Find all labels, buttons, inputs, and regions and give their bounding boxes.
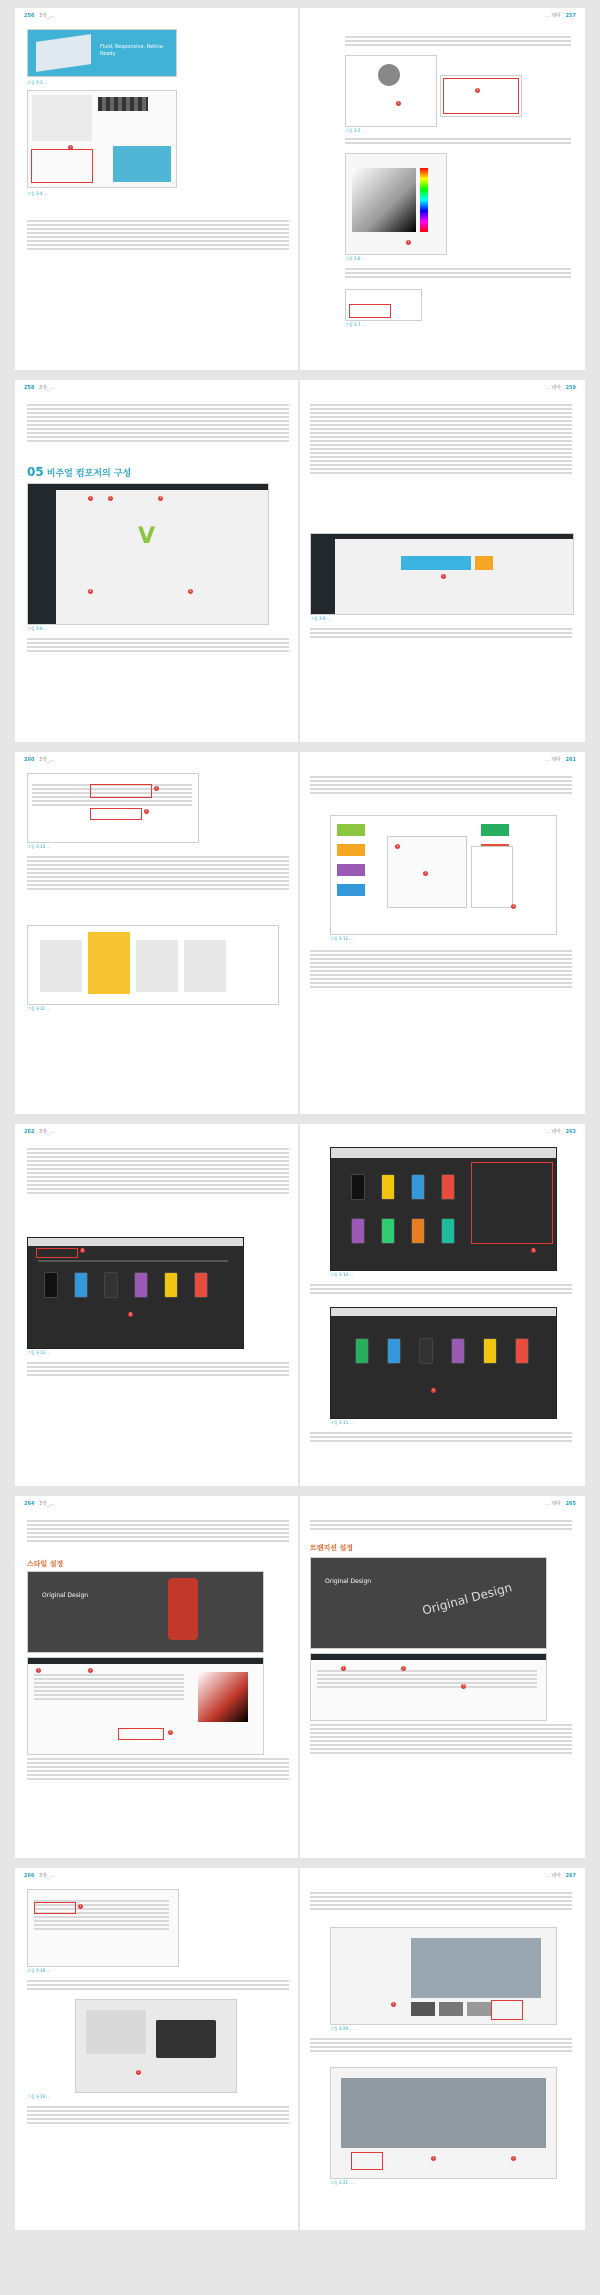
color-picker-screenshot: 1 — [345, 153, 447, 255]
animation-settings-screenshot: 1 — [27, 1889, 179, 1967]
original-design-image — [27, 1571, 264, 1653]
transition-preview-image — [310, 1557, 547, 1649]
body-text — [310, 402, 572, 476]
section-title: 비주얼 컴포저의 구성 — [46, 469, 132, 479]
body-text — [310, 1518, 572, 1532]
figure-caption: 그림 3-9 ... — [310, 616, 331, 621]
figure-caption: 그림 3-4 ... — [27, 191, 48, 196]
page-number: 263 — [565, 1129, 576, 1135]
figure-caption: 그림 3-19 ... — [27, 2094, 51, 2099]
figure-caption: 그림 3-3 ... — [27, 80, 48, 85]
figure-caption: 그림 3-10 ... — [27, 844, 51, 849]
running-header: 3장_... — [39, 757, 55, 763]
body-text — [27, 1978, 289, 1992]
page-number: 267 — [565, 1873, 576, 1879]
body-text — [310, 2036, 572, 2054]
figure-caption: 그림 3-21 ... — [330, 2180, 354, 2185]
body-text — [27, 1518, 289, 1544]
figure-caption: 그림 3-5 ... — [345, 128, 366, 133]
settings-screenshot: 1 2 — [27, 773, 199, 843]
page-number: 261 — [565, 757, 576, 763]
body-text — [310, 1890, 572, 1912]
editor-screenshot: 1 — [310, 533, 574, 615]
panel-screenshot: 2 — [440, 75, 522, 117]
body-text — [345, 34, 571, 48]
page-left — [15, 1868, 298, 2230]
body-text — [310, 1430, 572, 1444]
image-carousel-screenshot: 1 — [330, 1927, 557, 2025]
running-header: ... 테마 — [544, 1501, 561, 1507]
original-design-label: Original Design — [420, 1580, 514, 1618]
phones-gallery-screenshot: 1 2 — [27, 1237, 244, 1349]
page-right — [300, 1496, 585, 1858]
running-header: ... 테마 — [544, 13, 561, 19]
body-text — [27, 402, 289, 444]
body-text — [27, 218, 289, 252]
hero-text: Fluid, Responsive, Retina-Ready — [100, 44, 165, 57]
pricing-table-screenshot — [27, 925, 279, 1005]
element-modal-screenshot: 1 2 3 — [330, 815, 557, 935]
section-heading — [27, 465, 131, 479]
theme-hero-image — [27, 29, 177, 77]
page-right — [300, 752, 585, 1114]
marker-dot: 1 — [69, 145, 72, 149]
running-header: 3장_... — [39, 13, 55, 19]
phones-grid-screenshot: 1 — [330, 1147, 557, 1271]
figure-caption: 그림 3-15 ... — [330, 1420, 354, 1425]
page-number: 266 — [24, 1873, 35, 1879]
body-text — [27, 1146, 289, 1196]
small-screenshot — [345, 289, 422, 321]
color-picker-screenshot — [27, 90, 177, 188]
image-slider-screenshot: 1 2 — [330, 2067, 557, 2179]
page-number: 265 — [565, 1501, 576, 1507]
body-text — [27, 1756, 289, 1782]
body-text — [27, 636, 289, 654]
section-number: 05 — [27, 465, 44, 479]
page-number: 257 — [565, 13, 576, 19]
page-number: 256 — [24, 13, 35, 19]
page-left — [15, 8, 298, 370]
figure-caption: 그림 3-11 ... — [27, 1006, 51, 1011]
page-right — [300, 8, 585, 370]
body-text — [310, 1282, 572, 1296]
subsection-heading: 트랜지션 설정 — [310, 1544, 354, 1552]
subsection-heading: 스타일 설정 — [27, 1560, 64, 1568]
note-box — [345, 266, 571, 280]
laptop-preview-screenshot: 1 — [75, 1999, 237, 2093]
profile-widget-screenshot: 1 — [345, 55, 437, 127]
body-text — [27, 1360, 289, 1378]
running-header: 3장_... — [39, 1501, 55, 1507]
figure-caption: 그림 3-7 ... — [345, 322, 366, 327]
body-text — [310, 774, 572, 796]
page-left — [15, 1496, 298, 1858]
page-left — [15, 1124, 298, 1486]
figure-caption: 그림 3-20 ... — [330, 2026, 354, 2031]
running-header: ... 테마 — [544, 385, 561, 391]
style-settings-screenshot: 1 2 3 — [27, 1657, 264, 1755]
highlight-box — [31, 149, 93, 183]
page-left — [15, 380, 298, 742]
body-text — [27, 854, 289, 892]
figure-caption: 그림 3-13 ... — [27, 1350, 51, 1355]
page-number: 258 — [24, 385, 35, 391]
page-right — [300, 1868, 585, 2230]
body-text — [310, 948, 572, 990]
running-header: 3장_... — [39, 1873, 55, 1879]
original-design-label: Original Design — [42, 1592, 89, 1599]
body-text — [345, 136, 571, 146]
running-header: 3장_... — [39, 1129, 55, 1135]
running-header: 3장_... — [39, 385, 55, 391]
running-header: ... 테마 — [544, 1129, 561, 1135]
body-text — [27, 2104, 289, 2126]
visual-composer-screenshot: V 1 2 3 4 5 — [27, 483, 269, 625]
page-number: 262 — [24, 1129, 35, 1135]
running-header: ... 테마 — [544, 757, 561, 763]
transition-settings-screenshot: 1 2 3 — [310, 1653, 547, 1721]
body-text — [310, 626, 572, 640]
page-right — [300, 1124, 585, 1486]
running-header: ... 테마 — [544, 1873, 561, 1879]
body-text — [310, 1722, 572, 1756]
page-number: 264 — [24, 1501, 35, 1507]
figure-caption: 그림 3-6 ... — [345, 256, 366, 261]
figure-caption: 그림 3-8 ... — [27, 626, 48, 631]
page-right — [300, 380, 585, 742]
page-left — [15, 752, 298, 1114]
phones-carousel-screenshot: 1 — [330, 1307, 557, 1419]
figure-caption: 그림 3-12 ... — [330, 936, 354, 941]
page-number: 260 — [24, 757, 35, 763]
figure-caption: 그림 3-18 ... — [27, 1968, 51, 1973]
figure-caption: 그림 3-14 ... — [330, 1272, 354, 1277]
page-number: 259 — [565, 385, 576, 391]
original-design-label: Original Design — [325, 1578, 372, 1585]
